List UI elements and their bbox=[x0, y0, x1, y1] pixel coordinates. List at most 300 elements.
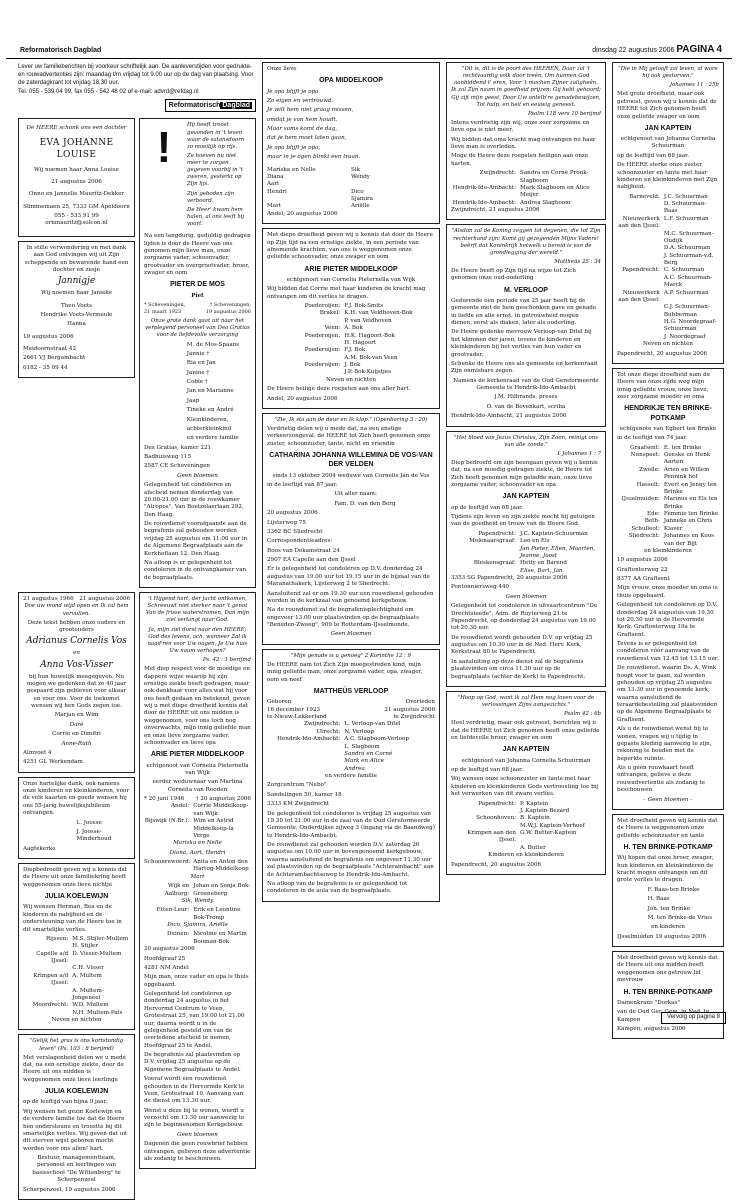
text-line: 't Hijgend hart, der jacht ontkomen, Schreeuwt niet sterker naar 't genot Van de frisse waterstromen, Dan mijn ziel verlangt naar God. bbox=[145, 596, 250, 624]
name-husband: Adrianus Cornelis Vos bbox=[26, 636, 127, 647]
text-line: De gelegenheid tot condoleren is vrijdag 25 augustus van 19.30 tot 21.00 uur in de zaal van de Oud Gereformeerde Gemeente, Onderdijkse zijweg 3 (ingang via de Baandweg) te Hendrik-Ido-Ambacht. bbox=[267, 810, 435, 839]
text-line: J. Joosse-Minderhoud bbox=[76, 828, 112, 843]
text-line: E. ten Brinke bbox=[663, 444, 702, 451]
text-line: maar in je ogen blinkt een traan. bbox=[267, 154, 361, 161]
text-line: Geen bloemen bbox=[330, 631, 372, 638]
deceased-name: ARIE PIETER MIDDELKOOP bbox=[304, 265, 398, 273]
text-line: Zijn geboden zijn verboord. bbox=[187, 190, 235, 204]
text-line: Geeske en Henk Aarten bbox=[663, 452, 711, 466]
text-line: G.W. Butter-Kaptein bbox=[520, 830, 577, 837]
text-line: 21 augustus 2006 bbox=[51, 178, 102, 185]
text-line: en verdere familie bbox=[325, 773, 377, 780]
text-line: 21 augustus 1966 bbox=[23, 596, 74, 603]
deceased-name: PIETER DE MOS bbox=[170, 281, 225, 289]
text-line: en kinderen bbox=[651, 924, 685, 931]
text-line bbox=[23, 965, 72, 972]
text-line: Heel verdrietig, maar ook getroost, berichten wij u dat de HEERE tot Zich genomen heeft onze geliefde en liefdevolle broer, zwager en oom bbox=[451, 720, 600, 742]
text-line: echtgenoot van Johanna Cornelia Schuurman bbox=[620, 136, 716, 150]
text-line: achterkleinkind bbox=[186, 425, 232, 432]
text-line: De rouwdienst wordt gehouden D.V. op vrijdag 25 augustus om 10.30 uur in de Ned. Herv. Kerk, Kerkstraat 80 te Papendrecht. bbox=[451, 634, 593, 656]
text-line: Marinus en Els ten Brinke bbox=[663, 496, 718, 510]
ad-contact: Tel. 055 - 539 04 99, fax 055 - 542 48 02 of e-mail: advrd@refdag.nl bbox=[18, 89, 199, 96]
text-line: Leo en Els bbox=[520, 538, 550, 545]
column-2 bbox=[262, 62, 440, 906]
text-line: J.C. Schuurman bbox=[663, 193, 708, 200]
text-line: bij hun huwelijk meegegeven. Nu mogen we gedenken dat ze 40 jaar gespaard zijn gebleven voor elkaar en voor ons. Voor de toekomst wensen wij hen Gods zegen toe. bbox=[26, 673, 127, 710]
text-line: De Heere heeft op Zijn tijd na wijze tot Zich genomen onze oud-ouderling bbox=[451, 268, 576, 282]
text-line: Anita en Anton den Hartog-Middelkoop bbox=[193, 859, 249, 873]
deceased-name: JAN KAPTEIN bbox=[644, 124, 692, 132]
text-line: omdat je van hem houdt. bbox=[267, 116, 338, 123]
deceased-name: JAN KAPTEIN bbox=[502, 746, 550, 754]
text-line: Hendrik-Ido-Ambacht: bbox=[452, 184, 516, 191]
text-line: Papendrecht, 20 augustus 2006 bbox=[617, 350, 708, 357]
notice-brinke-1 bbox=[612, 814, 724, 947]
text-line: W.D. Multem bbox=[72, 1002, 109, 1009]
text-line: Hij heeft troost gevonden in 't leven waar de satansdoorn zo moeilijk op rijs. bbox=[187, 122, 245, 150]
text-line: H. Hagoort bbox=[344, 339, 377, 346]
text-line: Bestuur, managementteam, personeel en leerlingen van basisschool "De Wittenberg" te Scherpenzeel bbox=[32, 1155, 121, 1184]
text-line: Correspondentieadres: bbox=[267, 538, 333, 545]
text-line: Kinderen en kleinkinderen bbox=[488, 852, 564, 859]
text-line: Diep bedroefd om zijn heengaan geven wij u kennis dat, na een moedig gedragen ziekte, de Heere tot Zich heeft genomen mijn geliefde man, onze lieve zorgzame vader, schoonvader en opa bbox=[451, 459, 598, 489]
text-line: Geboren bbox=[267, 699, 292, 706]
text-line: Sik, Wendy bbox=[181, 897, 214, 904]
notice-arie-2 bbox=[262, 228, 440, 409]
text-line: Als u de rouwdienst wenst bij te wonen, vragen wij u tijdig in gepaste kleding aanwezig te zijn, rekening te houden met de beperkte ruimte. bbox=[617, 726, 712, 762]
column-4 bbox=[612, 62, 724, 1043]
text-line: Papendrecht: bbox=[622, 267, 660, 274]
text-line: Mark en Alice bbox=[344, 758, 384, 765]
text-line: Ariëlle bbox=[351, 203, 370, 210]
text-line: Sjamira bbox=[351, 196, 374, 203]
text-line: Nunspeet: bbox=[630, 452, 660, 459]
text-line: 0182 - 35 09 44 bbox=[23, 364, 68, 371]
text-line bbox=[23, 988, 72, 1003]
text-line: J.P. Bok-Kuijstjes bbox=[344, 369, 391, 376]
text-line: Bleskensgraaf: bbox=[473, 560, 516, 567]
text-line: Capelle a/d IJssel: bbox=[36, 950, 69, 965]
notice-verloop bbox=[446, 224, 606, 426]
text-line: Sandra en Corné Pronk-Slagboom bbox=[520, 170, 589, 184]
text-line: 21 augustus 2006 bbox=[79, 596, 130, 603]
text-line: Gelegenheid tot condoleren en afscheid nemen donderdag van 20.00-21.00 uur in de rouwkamer "Atropos", Van Boetzelaerlaan 292, Den Haag. bbox=[144, 482, 244, 518]
text-line: Wij wensen Herman, Bea en de kinderen de nabijheid en de ondersteuning van de Heere toe in dit smartelijke verlies. bbox=[23, 904, 122, 933]
text-line: Poederoijen: bbox=[304, 303, 341, 310]
text-line: "Die in Mij gelooft zal leven, al ware hij ook gestorven." bbox=[618, 66, 718, 80]
text-line: M. ten Brinke-de Vries bbox=[647, 914, 712, 921]
text-line: Jannie † bbox=[186, 350, 210, 357]
text-line: Krimpen aan den IJssel: bbox=[467, 830, 516, 844]
text-line: Dico, Sjamira, Ariëlle bbox=[167, 922, 228, 929]
text-line: Doe uw mond wijd open en Ik zal hem vervullen. bbox=[24, 603, 129, 617]
text-line: Uit aller naam: bbox=[334, 491, 377, 498]
text-line: "Zie, Ik sta aan de deur en Ik klop." (Openbaring 3 : 20) bbox=[274, 416, 428, 423]
text-line: De Heer' kwam hem halen, al ons leeft hij voort. bbox=[187, 206, 245, 228]
text-line: Poederoijen: bbox=[304, 332, 341, 339]
text-line: A. Multem-Jongeneel bbox=[72, 987, 104, 1001]
text-line: op de leeftijd van 68 jaar. bbox=[451, 767, 524, 774]
text-line: D. Visser-Multem bbox=[72, 950, 122, 957]
text-line: L.F. Schuurman bbox=[663, 215, 709, 222]
text-line: Mijn vrouw, onze moeder en oma is thuis opgebaard. bbox=[617, 585, 718, 599]
publication-name: Reformatorisch Dagblad bbox=[20, 47, 102, 54]
text-line: Jan Pieter, Ellen, Maarten, Jeanne, Joost bbox=[520, 545, 596, 559]
text-line: Aansluitend zal er om 19.30 uur een rouwdienst gehouden worden in de kerkzaal van genoemd kerkgebouw. bbox=[267, 590, 434, 604]
text-line: Barneveld: bbox=[629, 193, 660, 200]
text-line: Tevens is er gelegenheid tot condoleren vóór aanvang van de rouwdienst van 12.45 tot 13.15 uur. bbox=[617, 641, 719, 662]
notice-pieter-2 bbox=[446, 62, 606, 220]
text-line: Dagenen die geen rouwbrief hebben ontvangen, gelieven deze advertentie als zodanig te beschouwen. bbox=[144, 1141, 251, 1162]
text-line: Aagtekerke bbox=[23, 845, 56, 852]
text-line: Roos van Dekamstraat 24 bbox=[267, 547, 340, 554]
text-line: sinds 13 oktober 2004 weduwe van Cornelis Jan de Vos bbox=[272, 472, 430, 479]
text-line: Papendrecht, 20 augustus 2006 bbox=[451, 861, 542, 868]
text-line: 4251 GL Werkendam bbox=[23, 759, 83, 766]
text-line: De begrafenis zal plaatsvinden op D.V. vrijdag 25 augustus op de Algemene Begraafplaats te Andel. bbox=[144, 1052, 241, 1073]
text-line: Deze tekst hebben onze ouders en grootouders bbox=[27, 619, 126, 634]
text-line: Wim en Astrid Middelkoop-la Verge bbox=[193, 818, 234, 839]
text-line: De HEERE schonk ons een dochter bbox=[26, 125, 127, 132]
wedding-jubilee-notice bbox=[18, 592, 135, 773]
text-line: "Hoop op God, want ik zal Hem nog loven voor de verlossingen Zijns aangezichts." bbox=[457, 694, 595, 709]
text-line: en verdere familie bbox=[186, 435, 239, 442]
text-line: echtgenoot van Cornelia Pieternella van Wijk bbox=[146, 762, 249, 776]
deceased-name: OPA MIDDELKOOP bbox=[319, 77, 383, 85]
text-line: H.K. Hagoort-Bok bbox=[344, 332, 395, 339]
continued-on-page-link[interactable]: Vervolg op pagina 8 bbox=[661, 1012, 726, 1024]
text-line: Ps. 42 : 1 berijmd bbox=[202, 657, 251, 664]
text-line: "Mijn genade is u genoeg" 2 Korinthe 12 : 9 bbox=[291, 652, 411, 659]
text-line: op de leeftijd van 68 jaar. bbox=[451, 504, 524, 511]
text-line: 8377 AA Graftsent bbox=[617, 576, 670, 583]
notice-matthieu bbox=[262, 649, 440, 902]
text-line: 21 augustus 2006 bbox=[384, 706, 435, 713]
text-line: Na de rouwdienst zal de begrafenisplechtigheid om ongeveer 13.00 uur plaatsvinden op de begraafplaats "Beneden-Zweeg", 909 te Rotterdam-IJsselmonde. bbox=[267, 607, 419, 629]
text-line: Krimpen a/d IJssel: bbox=[33, 972, 69, 987]
notice-kaptein-1 bbox=[446, 431, 606, 687]
text-line: echtgenoot van Johanna Cornelia Schuurman bbox=[461, 757, 591, 764]
text-line: Meidoornstraat 42 bbox=[23, 346, 77, 353]
text-line: Neven en nichten bbox=[325, 376, 377, 383]
text-line: Mattheüs 25 : 34 bbox=[554, 258, 601, 265]
text-line: Wij noemen haar Anna Louise bbox=[34, 166, 119, 173]
text-line: M.C. Schuurman-Oudijk bbox=[663, 230, 714, 244]
text-line: Utrecht: bbox=[316, 728, 341, 735]
text-line: Wendy bbox=[351, 173, 370, 180]
text-line: Johan en Sonja Bok-Groeneberg bbox=[193, 883, 251, 897]
text-line: Kleinkinderen, bbox=[186, 416, 229, 423]
text-line: te Nieuw-Lekkerland bbox=[267, 714, 327, 721]
text-line: Aart bbox=[267, 181, 280, 188]
text-line: 055 - 533 91 99 ornmauritz@solcon.nl bbox=[45, 213, 108, 227]
text-line: Mariska en Nelle bbox=[173, 840, 222, 847]
text-line: A.M. Bok-van Veen bbox=[344, 354, 398, 361]
text-line: Tijdens zijn leven en zijn ziekte mocht hij getuigen van de goedheid en trouw van de Heere God. bbox=[451, 514, 595, 528]
text-line: Graftonterweg 22 bbox=[617, 566, 668, 573]
text-line: Joh. ten Brinke bbox=[647, 905, 691, 912]
column-1a bbox=[18, 118, 135, 592]
text-line: Almvoet 4 bbox=[23, 749, 52, 756]
child-name: Jannigje bbox=[57, 276, 96, 287]
text-line: Psalm 42 : 6b bbox=[564, 711, 601, 718]
page-label: PAGINA bbox=[676, 44, 715, 55]
text-line: Sandelingen 50, kamer 18 bbox=[267, 791, 342, 798]
text-line: Brakel: bbox=[319, 310, 341, 317]
text-line: Ja, mijn ziel dorst naar den HEERE; God des levens, ach, wanneer Zal ik naad'ren voor Uw oogen, Je Uw huis Uw naam verhogen? bbox=[147, 626, 248, 654]
text-line: A. Multem bbox=[72, 972, 102, 979]
text-line: Hasselt: bbox=[636, 481, 660, 488]
text-line: Wenst u deze bij te wonen, wordt u verzocht om 13.30 uur aanwezig te zijn te beginnenomen Kerkgebouw. bbox=[144, 1107, 245, 1129]
text-line: Na afloop is er gelegenheid tot condoleren in de ontvangkamer van de begraafplaats. bbox=[144, 559, 247, 581]
text-line: Wij noemen haar Janieke bbox=[41, 290, 112, 297]
text-line: Moge de Heere deze roepsten heiligen aan onze harten. bbox=[451, 153, 589, 167]
column-3 bbox=[446, 62, 606, 879]
notice-catharina bbox=[262, 413, 440, 645]
text-line: C.J. Schuurman-Bubberman bbox=[663, 304, 710, 318]
text-line: Andel, 20 augustus 2006 bbox=[267, 395, 338, 402]
text-line: L. Verloop-van Ditel bbox=[344, 721, 401, 728]
text-line: Dico bbox=[351, 188, 364, 195]
text-line: Voeraf wordt een rouwdienst gehouden in de Hervormde Kerk te Veen, Grotestraat 19. Aanvang van de dienst om 13.30 uur. bbox=[144, 1076, 245, 1105]
text-line: Geen bloemen bbox=[505, 593, 547, 600]
text-line: J.C. Kaptein-Schuurman bbox=[520, 530, 588, 537]
text-line: Theo Voets bbox=[60, 302, 93, 309]
text-line: echtgenoot van Cornelia Pieternella van Wijk bbox=[286, 276, 416, 283]
text-line: Andel, 20 augustus 2006 bbox=[267, 210, 338, 217]
text-line: Moordrecht: bbox=[32, 1002, 69, 1009]
text-line: 2661 VJ Bergambacht bbox=[23, 355, 86, 362]
text-line: op de leeftijd van 68 jaar. bbox=[617, 152, 690, 159]
deceased-name: HENDRIKJE TEN BRINKE-POTKAMP bbox=[624, 405, 712, 422]
text-line: Ze hoeven nu niet meer te zorgen gegeven voorbij in 't zweren, gesterkt op Zijn lijs. bbox=[187, 152, 243, 188]
text-line: Je opa blijft je opa bbox=[267, 88, 319, 95]
text-line: Met droefheid geven wij kennis dat de Heere is weggenomen onze geliefde schoonzuster en tante bbox=[617, 817, 718, 839]
notice-opa bbox=[262, 62, 440, 224]
text-line: A.P. Schuurman bbox=[663, 289, 709, 296]
text-line: Onze grote dank gaat uit naar het verplegend personeel van Dea Gratias voor de liefdevolle verzorging bbox=[145, 318, 250, 339]
column-1 bbox=[18, 62, 256, 1204]
text-line: Arien en Willem Pennink hof bbox=[663, 466, 710, 481]
deceased-name: MATTHEÜS VERLOOP bbox=[313, 688, 389, 696]
text-line: 20 augustus 2006 bbox=[267, 510, 318, 517]
text-line: Tot onze diepe droefheid nam de Heere van onze zijde weg mijn innig geliefde vrouw, onze lieve, zeer zorgzame moeder en oma bbox=[617, 371, 711, 401]
text-line: "Dit is, dit is de poort des HEEREN, Daar zal 't rechtvaardig volk door treên, Om hunnen God aanbiddend t' eren, Voor 't machen Zijner zaligheên. Ik zal Zijn naam in goedheid prijzen; Gij hebt gehoord; Gij zijt mijn geest, Door Uw ontelb're genadebewijzen, Tot hulp, en heil en eeuwig geneest. bbox=[451, 66, 601, 108]
text-line: Hendrike Voets-Vermeule bbox=[40, 311, 113, 318]
text-line: K.H. van Veldhoven-Bok bbox=[344, 310, 413, 317]
text-line: 20 augustus 2006 bbox=[144, 946, 195, 953]
notice-kaptein-2 bbox=[446, 691, 606, 875]
text-line: Johannes 11 : 25b bbox=[669, 82, 719, 89]
text-line: dat je hem moet laten gaan, bbox=[267, 135, 347, 142]
text-line: Dagblad bbox=[222, 102, 250, 110]
text-line: Andel: bbox=[171, 803, 190, 810]
text-line: Neven en nichten bbox=[642, 341, 694, 348]
text-line: Cobie † bbox=[186, 379, 208, 386]
text-line: De rouwdienst, waarin Ds. A. Wink hoopt voor te gaan, zal worden gehouden op vrijdag 25 augustus om 13.30 uur in genoemde kerk, waarna aansluitend de teraardebestelling zal plaatsvinden op de Algemene Begraafplaats te Graftsent. bbox=[617, 665, 718, 723]
text-line: 3333 KM Zwijndrecht bbox=[267, 801, 330, 808]
text-line: Pontonniersweg 440 bbox=[451, 584, 510, 591]
text-line: De Heere heilige deze roepsten aan ons aller hart. bbox=[267, 386, 411, 393]
text-line: in de leeftijd van 87 jaar. bbox=[267, 482, 338, 489]
text-line: Femmie ten Brinke bbox=[663, 511, 719, 518]
text-line: IJsselmuiden 19 augustus 2006 bbox=[617, 933, 706, 940]
text-line: Zwijndrecht: bbox=[304, 721, 341, 728]
text-line bbox=[23, 943, 72, 950]
text-line: Nieuwerkerk aan den IJssel: bbox=[618, 215, 660, 230]
text-line: Diana, Aart, Hendri bbox=[169, 849, 226, 856]
text-line: Schoonhoven: bbox=[476, 815, 516, 822]
text-line: Sliedrecht: bbox=[628, 533, 660, 540]
birth-notice-louise bbox=[18, 118, 135, 236]
text-line: Erik en Leontine Bok-Tromp bbox=[193, 907, 241, 921]
text-line: Gelegenheid tot condoleren in uitvaartcentrum "De Drechtsteede", Adm. de Ruyterweg 21 te Papendrecht, op donderdag 24 augustus van 19.00 tot 20.30 uur. bbox=[451, 603, 598, 632]
text-line: Lijsterweg 75 bbox=[267, 519, 306, 526]
text-line: Wij wensen onze schoonzuster en tante met haar kinderen en kleinkinderen Gods vertroosting toe bij het verwerken van dit zware verlies. bbox=[451, 776, 599, 798]
text-line: Johannes en Koos van der Bijt bbox=[663, 533, 714, 547]
text-line: Zorgcentrum "Nebo" bbox=[267, 782, 327, 789]
text-line: Hendrik-Ido-Ambacht: bbox=[452, 199, 516, 206]
exclamation-icon: ! bbox=[156, 123, 172, 173]
deceased-name: H. TEN BRINKE-POTKAMP bbox=[623, 988, 713, 996]
text-line: D. Schuurman-Baas bbox=[663, 201, 707, 215]
text-line: N.H. Multem-Pals bbox=[72, 1009, 123, 1016]
text-line: Mart bbox=[190, 873, 205, 880]
text-line: Hoofdgraaf 25 bbox=[144, 955, 186, 962]
text-line: Fam. D. van den Berg bbox=[334, 500, 396, 507]
text-line: Met diep respect voor de moedige en dappere wijze waarop hij zijn ernstige ziekte heeft gedragen, maar ook dankbaar voor alles wat hij voor ons heeft gedaan en betekend, geven wij u met diepe droefheid kennis dat door de HEERE uit ons midden is weggenomen, voor ons toch nog onverwachts, mijn innig geliefde man en onze lieve zorgzame vader, schoonvader en lieve opa bbox=[144, 666, 251, 746]
text-line: Zwijndrecht, 21 augustus 2006 bbox=[451, 207, 540, 213]
deceased-name: H. TEN BRINKE-POTKAMP bbox=[623, 844, 713, 852]
text-line: Andrea bbox=[344, 765, 365, 772]
text-line: De Heere gedenke mevrouw Verloop-van Ditel bij het klimmen der jaren, tevens de kinderen en kleinkinderen bij het verlies van hun vader en grootvader. bbox=[451, 329, 592, 358]
text-line: Bijswijk (N.Br.): bbox=[144, 818, 190, 825]
text-line: Papendrecht: bbox=[478, 800, 516, 807]
text-line: J.M. Hilbrands, preses bbox=[494, 394, 558, 401]
text-line: Neven en nichten bbox=[51, 1017, 102, 1024]
text-line: C. Schuurman bbox=[663, 267, 705, 274]
text-line: De HEERE sterke onze zuster, schoonzuster en tante met haar kinderen en kleinkinderen met Zijn nabijheid. bbox=[617, 162, 718, 191]
text-line: van de Oud Ger. Gem. in Ned. te Kampen bbox=[617, 1009, 710, 1023]
text-line: 3353 SG Papendrecht, 20 augustus 2006 bbox=[451, 575, 568, 582]
text-line: Rijssen: bbox=[45, 935, 69, 942]
text-line: Jan en Marianne bbox=[186, 388, 234, 395]
text-line: Poederoijen: bbox=[304, 362, 341, 369]
text-line: Slimmemaen 25, 7333 GM Apeldoorn bbox=[23, 203, 130, 210]
text-line: * 20 juni 1946 bbox=[144, 796, 185, 803]
text-line: J. Noordegraaf bbox=[663, 333, 706, 340]
text-line: Ria en Jan bbox=[186, 360, 216, 367]
text-line: Poederoijen: bbox=[304, 347, 341, 354]
refdag-logo bbox=[165, 99, 256, 112]
text-line: Beth-Schulleot: bbox=[631, 518, 660, 532]
text-line: Namens de kerkenraad van de Oud Gereformeerde Gemeente te Hendrik-Ido-Ambacht bbox=[453, 377, 599, 392]
text-line: † Scheveningen, bbox=[209, 302, 251, 309]
text-line: Janine † bbox=[186, 369, 210, 376]
text-line: A. Bok bbox=[344, 325, 363, 332]
text-line: Met grote droefheid, maar ook getroost, geven wij u kennis dat de HEERE tot Zich genomen heeft onze geliefde zwager en oom bbox=[617, 91, 717, 120]
text-line: De rouwdienst zal gehouden worden D.V. zaterdag 26 augustus om 10.00 uur in bovengenoemd kerkgebouw, waarna aansluitend de begrafenis om ongeveer 11.30 uur zal plaatsvinden op de begraafplaats "Achterambacht" aan de Achterambachtseweg te Hendrik-Ido-Ambacht. bbox=[267, 842, 434, 878]
text-line: H. Baas bbox=[647, 896, 670, 903]
text-line: Met verslagenheid delen we u mede dat, na een ernstige ziekte, door de Heere uit ons midden is weggenomen onze lieve leerlinge bbox=[23, 1054, 126, 1083]
text-line: Andrea Slagboom bbox=[520, 199, 571, 206]
text-line: Etten-Leur: bbox=[156, 907, 190, 914]
notice-arie-1 bbox=[139, 592, 256, 1169]
text-line: Gelegenheid tot condoleren op D.V. donderdag 24 augustus van 19.30 tot 20.30 uur in de Hervormde Kerk, Graftonterweg 19a te Graftsent. bbox=[617, 602, 718, 638]
text-line: Sandra en Corné bbox=[344, 750, 393, 757]
text-line: Elise, Bart, Jan bbox=[520, 567, 563, 574]
text-line: Mart bbox=[267, 203, 281, 210]
text-line: Mark Slagboom en Alice Meijer bbox=[520, 184, 590, 199]
text-line: 19 augustus 2006 bbox=[205, 308, 251, 315]
text-line: Nieuwerkerk aan den IJssel: bbox=[618, 289, 660, 303]
text-line: H. Stijler bbox=[72, 943, 99, 950]
text-line: Nicoline en Martin Bouman-Bok bbox=[193, 931, 247, 945]
text-line: Corrie en Dimitri bbox=[52, 731, 101, 738]
text-line: Hanna bbox=[67, 321, 86, 328]
text-line: Geen bloemen bbox=[177, 472, 218, 479]
deceased-name: JULIA KOELEWIJN bbox=[44, 893, 109, 901]
text-line: Intens verdrietig zijn wij, onze zeer zorgzame en lieve opa is niet meer. bbox=[451, 119, 590, 134]
text-line: * Scheveningen, bbox=[144, 302, 186, 309]
text-line: Tineke en André bbox=[186, 407, 234, 414]
text-line: Overleden bbox=[405, 699, 435, 706]
text-line bbox=[23, 1010, 72, 1017]
text-line: "Alsdan zal de Koning zeggen tot degenen, die tot Zijn rechterhand zijn: Komt gij gezegenden Mijns Vaders! beërft dat Koninkrijk hetwelk u bereid is van de grondlegging der wereld." bbox=[451, 228, 601, 256]
text-line: Na afloop van de begrafenis is er gelegenheid tot condoleren in de aula van de begraafplaats. bbox=[267, 880, 408, 895]
text-line: Schenke de Heere ons als gemeente en kerkenraad Zijn onmisbare zegen. bbox=[451, 360, 598, 375]
text-line: P. Kaptein bbox=[520, 800, 549, 807]
text-line: Gelegenheid tot condoleren op donderdag 24 augustus in het Hervormd Centrum te Veen, Grotestraat 25, van 19.00 tot 21.00 uur, daarna wordt u in de gelegenheid gesteld om van de overledene afscheid te nemen, Hoofdgraaf 25 te Andel. bbox=[144, 991, 245, 1049]
text-line: P. van Veldhoven bbox=[344, 317, 392, 324]
text-line: J. Kaptein-Bezard bbox=[520, 807, 570, 814]
text-line: Diepbedroefd geven wij u kennis dat de Heere uit onze familiekring heeft weggenomen onze lieve nichtje bbox=[23, 867, 128, 888]
text-line: Ede: bbox=[647, 511, 660, 518]
text-line: Gedurende een periode van 25 jaar heeft hij de gemeente met de hem geschonken gave en genade in liefde en alle ernst, in getrouwheid mogen dienen, eerst als diaken, later als ouderling. bbox=[451, 297, 597, 327]
text-line: D.A. Schuurman bbox=[663, 245, 711, 252]
text-line: F. Baas-ten Brinke bbox=[647, 886, 700, 893]
column-1b bbox=[139, 118, 256, 592]
text-line: 2907 EA Capelle aan den IJssel bbox=[267, 557, 356, 564]
deceased-name: JAN KAPTEIN bbox=[502, 493, 550, 501]
text-line: L. Slagboom bbox=[344, 743, 380, 750]
text-line: In stille verwondering en met dank aan God ontvingen wij uit Zijn scheppende en bewarende hand een dochter en zusje bbox=[24, 244, 129, 273]
notice-excl bbox=[139, 118, 256, 588]
text-line: L. Joosse bbox=[76, 819, 102, 826]
text-line: Zwijndrecht: bbox=[479, 170, 516, 177]
text-line: Marjan en Wim bbox=[54, 712, 99, 719]
text-line: Darè bbox=[69, 721, 84, 728]
text-line: Verdrietig delen wij u mede dat, na een enstige verkeersongeval, de HEERE tot Zich heeft genomen onze zuster, schoonzuster, tante, nicht en vriendin bbox=[267, 426, 431, 447]
text-line: in de leeftijd van 74 jaar. bbox=[617, 435, 688, 442]
birth-notice-jannigje bbox=[18, 241, 135, 378]
text-line: F.J. Bok bbox=[344, 347, 366, 354]
notice-julia-2 bbox=[18, 1034, 135, 1199]
text-line: Als u géén rouwkaart heeft ontvangen, gelieve u deze rouwadvertentie als zodanig te beschouwen. bbox=[617, 765, 706, 794]
deceased-name: JULIA KOELEWIJN bbox=[44, 1088, 109, 1096]
text-line: Mariska en Nelle bbox=[267, 166, 316, 173]
text-line: 21 maart 1923 bbox=[144, 308, 182, 315]
text-line: 1 Johannes 1 : 7 bbox=[557, 450, 601, 457]
text-line: N. Verloop bbox=[344, 728, 374, 735]
text-line: Corrie Middelkoop-van Wijk bbox=[193, 803, 249, 817]
text-line: Molenaarsgraaf: bbox=[469, 538, 516, 545]
text-line: Duinen: bbox=[166, 931, 190, 938]
text-line: A. Butter bbox=[520, 844, 546, 851]
deceased-name: ARIE PIETER MIDDELKOOP bbox=[150, 751, 245, 759]
text-line: Je opa blijft je opa, bbox=[267, 144, 321, 151]
text-line: te Zwijndrecht bbox=[393, 714, 435, 721]
